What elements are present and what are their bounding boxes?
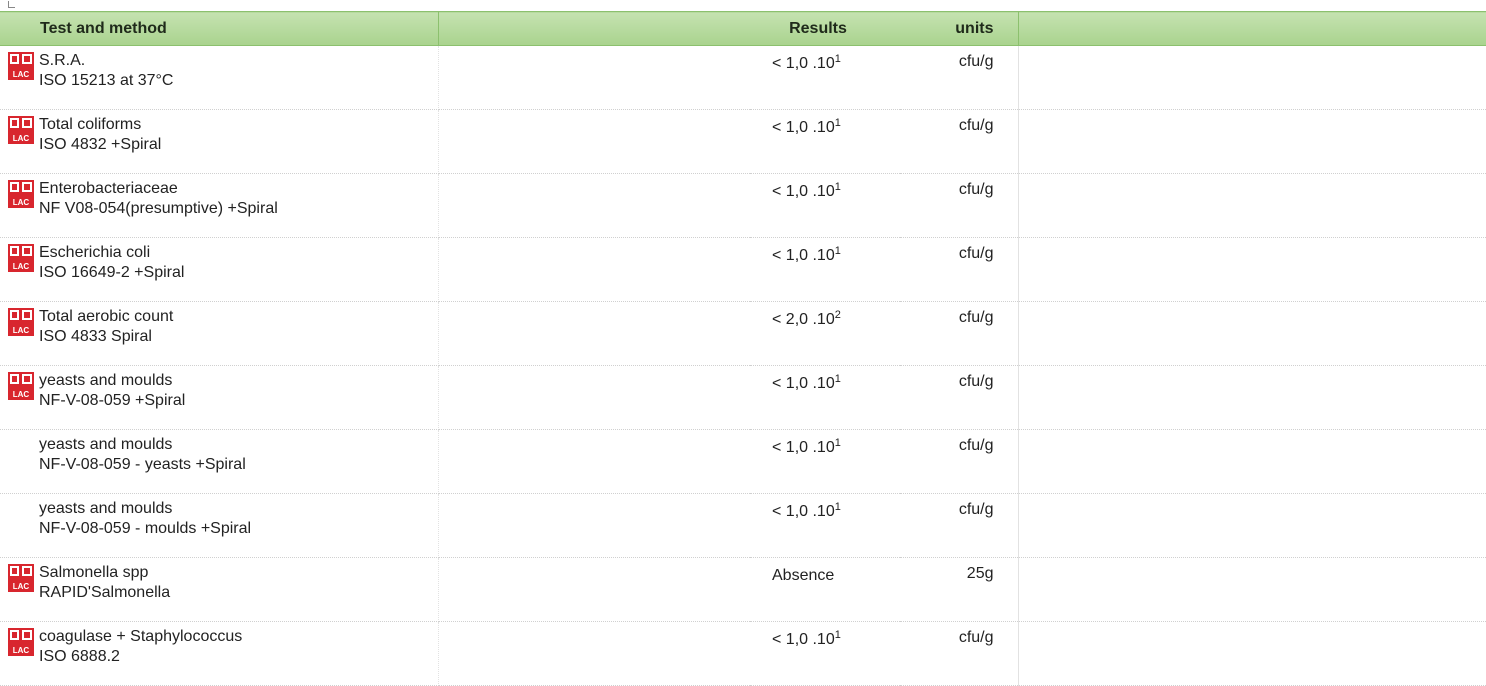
test-method: RAPID'Salmonella <box>39 584 171 601</box>
unit-cell: cfu/g <box>900 366 1018 430</box>
result-exponent: 1 <box>834 245 841 257</box>
spacer-cell <box>438 110 750 174</box>
result-exponent: 1 <box>834 501 841 513</box>
result-value <box>772 55 841 72</box>
remarks-cell <box>1018 366 1486 430</box>
result-value <box>772 247 841 264</box>
spacer-cell <box>438 622 750 686</box>
svg-text:LAC: LAC <box>12 70 30 79</box>
table-row <box>0 302 1486 366</box>
table-row <box>0 366 1486 430</box>
test-name: Escherichia coli <box>39 244 151 261</box>
result-cell <box>750 110 900 174</box>
remarks-cell <box>1018 174 1486 238</box>
test-cell <box>0 622 438 686</box>
remarks-cell <box>1018 302 1486 366</box>
result-value <box>772 375 841 392</box>
spacer-cell <box>438 366 750 430</box>
unit-cell: cfu/g <box>900 622 1018 686</box>
cofrac-accreditation-icon <box>8 372 34 400</box>
test-name: Salmonella spp <box>39 564 149 581</box>
result-exponent: 1 <box>834 437 841 449</box>
svg-text:LAC: LAC <box>12 198 30 207</box>
table-row <box>0 494 1486 558</box>
test-method: ISO 16649-2 +Spiral <box>39 264 185 281</box>
table-header-row <box>0 12 1486 46</box>
unit-cell: 25g <box>900 558 1018 622</box>
cofrac-accreditation-icon <box>8 52 34 80</box>
test-cell <box>0 46 438 110</box>
result-base: < 1,0 .10 <box>772 119 835 136</box>
table-body <box>0 46 1486 686</box>
result-cell <box>750 46 900 110</box>
table-row <box>0 174 1486 238</box>
test-method: ISO 4833 Spiral <box>39 328 152 345</box>
result-base: < 1,0 .10 <box>772 631 835 648</box>
remarks-cell <box>1018 46 1486 110</box>
test-method: ISO 4832 +Spiral <box>39 136 162 153</box>
test-method: NF-V-08-059 +Spiral <box>39 392 186 409</box>
unit-cell: cfu/g <box>900 238 1018 302</box>
test-method: ISO 15213 at 37°C <box>39 72 174 89</box>
test-cell <box>0 110 438 174</box>
result-value <box>772 183 841 200</box>
header-units: units <box>900 12 1018 46</box>
header-test-method: Test and method <box>0 12 438 46</box>
top-strip <box>0 0 1486 10</box>
table-row <box>0 110 1486 174</box>
cofrac-accreditation-icon <box>8 116 34 144</box>
results-table <box>0 11 1486 686</box>
unit-cell: cfu/g <box>900 494 1018 558</box>
remarks-cell <box>1018 238 1486 302</box>
result-exponent: 2 <box>834 309 841 321</box>
test-name: yeasts and moulds <box>39 500 173 517</box>
result-cell <box>750 558 900 622</box>
test-method: NF-V-08-059 - yeasts +Spiral <box>39 456 246 473</box>
test-name: coagulase + Staphylococcus <box>39 628 243 645</box>
result-base: < 1,0 .10 <box>772 55 835 72</box>
svg-text:LAC: LAC <box>12 390 30 399</box>
test-name: yeasts and moulds <box>39 372 173 389</box>
cofrac-accreditation-icon <box>8 180 34 208</box>
result-exponent: 1 <box>834 117 841 129</box>
svg-text:LAC: LAC <box>12 582 30 591</box>
result-value <box>772 439 841 456</box>
svg-text:LAC: LAC <box>12 646 30 655</box>
header-results: Results <box>750 12 900 46</box>
test-method: NF V08-054(presumptive) +Spiral <box>39 200 278 217</box>
table-row <box>0 430 1486 494</box>
spacer-cell <box>438 46 750 110</box>
test-name: Total aerobic count <box>39 308 174 325</box>
remarks-cell <box>1018 430 1486 494</box>
table-row <box>0 558 1486 622</box>
cofrac-accreditation-icon <box>8 628 34 656</box>
result-cell <box>750 366 900 430</box>
corner-mark <box>8 1 15 8</box>
result-base: < 2,0 .10 <box>772 311 835 328</box>
result-cell <box>750 238 900 302</box>
spacer-cell <box>438 302 750 366</box>
test-cell <box>0 366 438 430</box>
result-cell <box>750 622 900 686</box>
cofrac-accreditation-icon <box>8 244 34 272</box>
unit-cell: cfu/g <box>900 46 1018 110</box>
result-cell <box>750 430 900 494</box>
spacer-cell <box>438 430 750 494</box>
spacer-cell <box>438 238 750 302</box>
test-cell <box>0 494 438 558</box>
result-exponent: 1 <box>834 181 841 193</box>
table-row <box>0 46 1486 110</box>
test-cell <box>0 238 438 302</box>
test-cell <box>0 558 438 622</box>
result-base: < 1,0 .10 <box>772 503 835 520</box>
result-cell <box>750 174 900 238</box>
result-value <box>772 311 841 328</box>
result-cell <box>750 494 900 558</box>
result-value <box>772 567 834 584</box>
test-method: NF-V-08-059 - moulds +Spiral <box>39 520 252 537</box>
test-name: Total coliforms <box>39 116 142 133</box>
unit-cell: cfu/g <box>900 302 1018 366</box>
result-value <box>772 503 841 520</box>
test-name: S.R.A. <box>39 52 86 69</box>
test-name: Enterobacteriaceae <box>39 180 178 197</box>
remarks-cell <box>1018 558 1486 622</box>
result-base: < 1,0 .10 <box>772 247 835 264</box>
result-base: < 1,0 .10 <box>772 183 835 200</box>
test-cell <box>0 430 438 494</box>
spacer-cell <box>438 174 750 238</box>
result-exponent: 1 <box>834 53 841 65</box>
header-spacer <box>438 12 750 46</box>
result-base: Absence <box>772 567 835 584</box>
result-exponent: 1 <box>834 629 841 641</box>
table-row <box>0 622 1486 686</box>
svg-text:LAC: LAC <box>12 134 30 143</box>
test-method: ISO 6888.2 <box>39 648 120 665</box>
result-cell <box>750 302 900 366</box>
svg-text:LAC: LAC <box>12 262 30 271</box>
table-row <box>0 238 1486 302</box>
cofrac-accreditation-icon <box>8 308 34 336</box>
spacer-cell <box>438 558 750 622</box>
spacer-cell <box>438 494 750 558</box>
unit-cell: cfu/g <box>900 110 1018 174</box>
remarks-cell <box>1018 110 1486 174</box>
unit-cell: cfu/g <box>900 174 1018 238</box>
result-value <box>772 631 841 648</box>
remarks-cell <box>1018 494 1486 558</box>
test-cell <box>0 174 438 238</box>
test-name: yeasts and moulds <box>39 436 173 453</box>
remarks-cell <box>1018 622 1486 686</box>
cofrac-accreditation-icon <box>8 564 34 592</box>
unit-cell: cfu/g <box>900 430 1018 494</box>
result-value <box>772 119 841 136</box>
test-cell <box>0 302 438 366</box>
result-exponent: 1 <box>834 373 841 385</box>
svg-text:LAC: LAC <box>12 326 30 335</box>
result-base: < 1,0 .10 <box>772 375 835 392</box>
header-remarks <box>1018 12 1486 46</box>
result-base: < 1,0 .10 <box>772 439 835 456</box>
